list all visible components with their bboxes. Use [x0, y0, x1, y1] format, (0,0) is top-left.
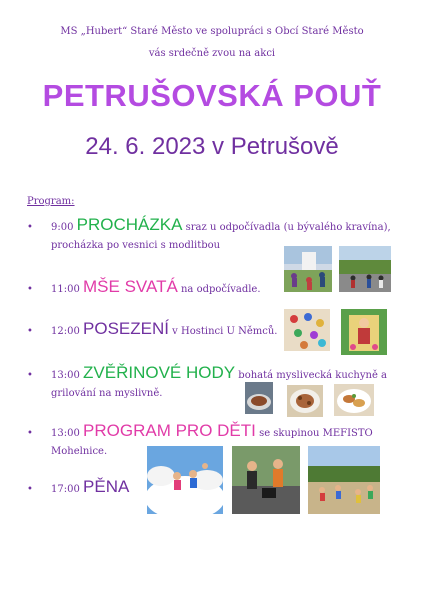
- item-time: 17:00: [51, 484, 80, 495]
- item-name: PROGRAM PRO DĚTI: [83, 421, 256, 440]
- item-desc-2: grilování na myslivně.: [51, 388, 163, 399]
- item-name: MŠE SVATÁ: [83, 277, 178, 296]
- item-name: ZVĚŘINOVÉ HODY: [83, 363, 236, 382]
- bullet: •: [27, 284, 33, 295]
- children-activity-photo: [308, 446, 380, 514]
- item-name: PROCHÁZKA: [76, 215, 183, 234]
- item-name: PĚNA: [83, 477, 130, 496]
- bullet: •: [27, 222, 33, 233]
- bullet: •: [27, 326, 33, 337]
- bullet: •: [27, 484, 33, 495]
- item-name: POSEZENÍ: [83, 319, 169, 338]
- item-time: 13:00: [51, 428, 80, 439]
- item-desc: na odpočívadle.: [180, 284, 261, 295]
- invitation-line: vás srdečně zvou na akci: [148, 48, 276, 59]
- foam-party-photo: [147, 446, 223, 514]
- item-desc: v Hostinci U Němců.: [172, 326, 278, 337]
- event-title: PETRUŠOVSKÁ POUŤ: [42, 78, 382, 113]
- item-time: 13:00: [51, 370, 80, 381]
- food-photo-1: [245, 382, 273, 414]
- village-walk-photo: [339, 246, 391, 292]
- item-desc-2: Mohelnice.: [51, 446, 108, 457]
- food-photo-3: [334, 384, 374, 416]
- item-time: 12:00: [51, 326, 80, 337]
- bullet: •: [27, 428, 33, 439]
- item-time: 11:00: [51, 284, 80, 295]
- item-desc: bohatá myslivecká kuchyně a: [238, 370, 387, 381]
- item-desc-2: procházka po vesnici s modlitbou: [51, 240, 221, 251]
- bullet: •: [27, 370, 33, 381]
- item-desc: sraz u odpočívadla (u bývalého kravína),: [185, 222, 391, 233]
- food-photo-2: [287, 385, 323, 417]
- event-date: 24. 6. 2023 v Petrušově: [85, 133, 339, 160]
- item-time: 9:00: [51, 222, 74, 233]
- organizer-line: MS „Hubert“ Staré Město ve spolupráci s Obcí Staré Město: [60, 26, 364, 37]
- altar-photo: [341, 309, 387, 355]
- mefisto-band-photo: [232, 446, 300, 514]
- item-desc: se skupinou MEFISTO: [259, 428, 373, 439]
- program-label: Program:: [27, 196, 75, 207]
- mass-photo: [284, 309, 330, 351]
- procession-photo: [284, 246, 332, 292]
